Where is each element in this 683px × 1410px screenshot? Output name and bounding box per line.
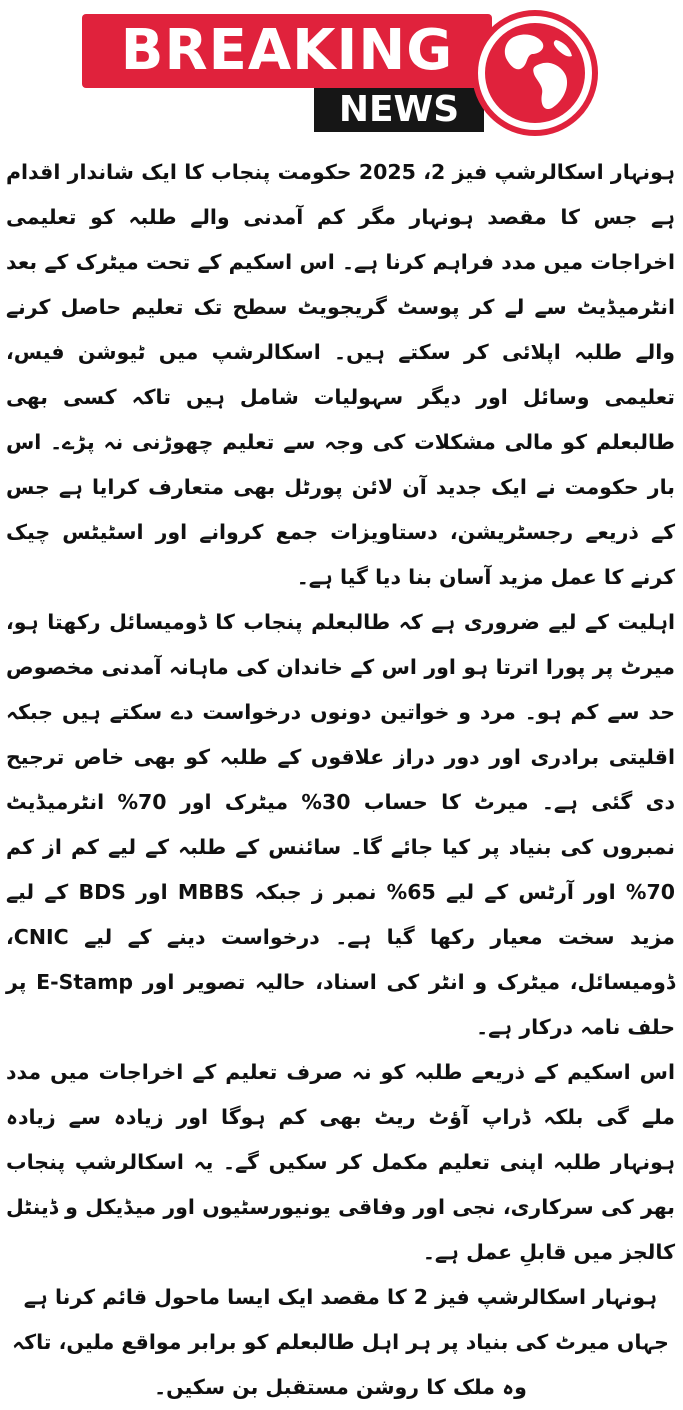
article-paragraph: ہونہار اسکالرشپ فیز 2، 2025 حکومت پنجاب کا ایک شاندار اقدام ہے جس کا مقصد ہونہار مگر کم آمدنی والے طلبہ کو تعلیمی اخراجات میں مدد فراہم کرنا ہے۔ اس اسکیم کے تحت میٹرک کے بعد انٹرمیڈیٹ سے لے کر پوسٹ گریجویٹ سطح تک تعلیم حاصل کرنے والے طلبہ اپلائی کر سکتے ہیں۔ اسکالرشپ میں ٹیوشن فیس، تعلیمی وسائل اور دیگر سہولیات شامل ہیں تاکہ کسی بھی طالبعلم کو مالی مشکلات کی وجہ سے تعلیم چھوڑنی نہ پڑے۔ اس بار حکومت نے ایک جدید آن لائن پورٹل بھی متعارف کرایا ہے جس کے ذریعے رجسٹریشن، دستاویزات جمع کروانے اور اسٹیٹس چیک کرنے کا عمل مزید آسان بنا دیا گیا ہے۔: [6, 160, 675, 589]
globe-icon: [470, 8, 600, 138]
article-body: [0, 150, 683, 1399]
breaking-label: BREAKING: [120, 18, 454, 83]
article-paragraph: اہلیت کے لیے ضروری ہے کہ طالبعلم پنجاب کا ڈومیسائل رکھتا ہو، میرٹ پر پورا اترتا ہو اور اس کے خاندان کی ماہانہ آمدنی مخصوص حد سے کم ہو۔ مرد و خواتین دونوں درخواست دے سکتے ہیں جبکہ اقلیتی برادری اور دور دراز علاقوں کے طلبہ کو بھی خاص ترجیح دی گئی ہے۔ میرٹ کا حساب 30% میٹرک اور 70% انٹرمیڈیٹ نمبروں کی بنیاد پر کیا جائے گا۔ سائنس کے طلبہ کے لیے کم از کم 70% اور آرٹس کے لیے 65% نمبر ز جبکہ MBBS اور BDS کے لیے مزید سخت معیار رکھا گیا ہے۔ درخواست دینے کے لیے CNIC، ڈومیسائل، میٹرک و انٹر کی اسناد، حالیہ تصویر اور E-Stamp پر حلف نامہ درکار ہے۔: [6, 610, 675, 1039]
article-paragraph: اس اسکیم کے ذریعے طلبہ کو نہ صرف تعلیم کے اخراجات میں مدد ملے گی بلکہ ڈراپ آؤٹ ریٹ بھی کم ہوگا اور زیادہ سے زیادہ ہونہار طلبہ اپنی تعلیم مکمل کر سکیں گے۔ یہ اسکالرشپ پنجاب بھر کی سرکاری، نجی اور وفاقی یونیورسٹیوں اور میڈیکل و ڈینٹل کالجز میں قابلِ عمل ہے۔: [6, 1060, 675, 1264]
breaking-news-banner: [0, 0, 683, 150]
news-label: NEWS: [338, 89, 460, 130]
article-paragraph: ہونہار اسکالرشپ فیز 2 کا مقصد ایک ایسا ماحول قائم کرنا ہے جہاں میرٹ کی بنیاد پر ہر اہل طالبعلم کو برابر مواقع ملیں، تاکہ وہ ملک کا روشن مستقبل بن سکیں۔: [12, 1285, 669, 1399]
